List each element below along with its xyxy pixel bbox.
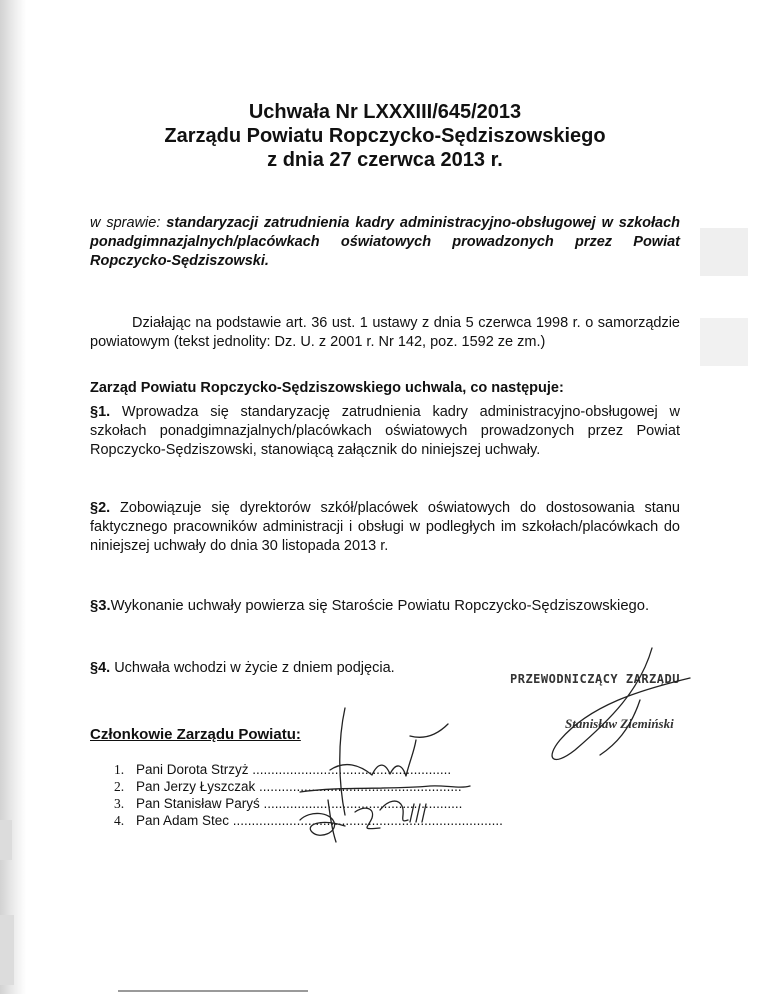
list-number: 2. <box>114 779 125 794</box>
section-4 <box>90 659 450 678</box>
chairman-stamp-title: PRZEWODNICZĄCY ZARZĄDU <box>510 672 680 686</box>
subject-prefix: w sprawie: <box>90 215 161 231</box>
scan-edge-mark <box>0 820 12 860</box>
section-number: §2. <box>90 500 111 516</box>
title-line-1: Uchwała Nr LXXXIII/645/2013 <box>248 101 522 123</box>
member-name: Pan Adam Stec ........................................................................ <box>136 813 503 828</box>
list-number: 4. <box>114 813 125 828</box>
legal-basis-paragraph: Działając na podstawie art. 36 ust. 1 ustawy z dnia 5 czerwca 1998 r. o samorządzie powiatowym (tekst jednolity: Dz. U. z 2001 r. Nr 142, poz. 1592 ze zm.) <box>90 315 680 350</box>
section-text: Zobowiązuje się dyrektorów szkół/placówek oświatowych do dostosowania stanu faktycznego pracowników administracji i obsługi w podległych im szkołach/placówkach do niniejszej uchwały do dnia 30 listopada 2013 r. <box>90 500 680 554</box>
list-number: 1. <box>114 762 125 777</box>
section-number: §1. <box>90 404 111 420</box>
section-number: §4. <box>90 660 111 676</box>
section-2 <box>90 499 680 556</box>
scan-edge-mark <box>700 318 748 366</box>
list-item <box>114 778 524 795</box>
subject-text: standaryzacji zatrudnienia kadry administracyjno-obsługowej w szkołach ponadgimnazjalnych/placówkach oświatowych prowadzonych przez Powiat Ropczycko-Sędziszowski. <box>90 215 681 269</box>
member-name: Pan Jerzy Łyszczak ...................................................... <box>136 779 462 794</box>
member-name: Pan Stanisław Paryś ..................................................... <box>136 796 463 811</box>
list-item <box>114 761 524 778</box>
section-text: Wykonanie uchwały powierza się Staroście Powiatu Ropczycko-Sędziszowskiego. <box>110 598 650 614</box>
section-3 <box>90 597 680 616</box>
list-item <box>114 795 524 812</box>
chairman-signature <box>552 648 690 759</box>
document-title <box>90 100 680 172</box>
bottom-rule <box>118 990 308 992</box>
subject-paragraph <box>90 214 680 271</box>
list-item <box>114 812 524 829</box>
chairman-stamp-name: Stanisław Ziemiński <box>565 716 674 731</box>
list-number: 3. <box>114 796 125 811</box>
member-name: Pani Dorota Strzyż ..................................................... <box>136 762 452 777</box>
title-line-2: Zarządu Powiatu Ropczycko-Sędziszowskiego <box>164 125 606 147</box>
section-number: §3. <box>90 598 111 614</box>
members-list <box>114 761 524 829</box>
section-text: Uchwała wchodzi w życie z dniem podjęcia. <box>110 660 395 676</box>
scan-edge-mark <box>700 228 748 276</box>
scan-edge-mark <box>0 915 14 985</box>
resolves-heading: Zarząd Powiatu Ropczycko-Sędziszowskiego uchwala, co następuje: <box>90 380 564 396</box>
section-1 <box>90 403 680 460</box>
members-heading: Członkowie Zarządu Powiatu: <box>90 726 301 743</box>
section-text: Wprowadza się standaryzację zatrudnienia kadry administracyjno-obsługowej w szkołach ponadgimnazjalnych/placówkach oświatowych prowadzonych przez Powiat Ropczycko-Sędziszowski, stanowiącą załącznik do niniejszej uchwały. <box>90 404 680 458</box>
title-line-3: z dnia 27 czerwca 2013 r. <box>267 149 503 171</box>
